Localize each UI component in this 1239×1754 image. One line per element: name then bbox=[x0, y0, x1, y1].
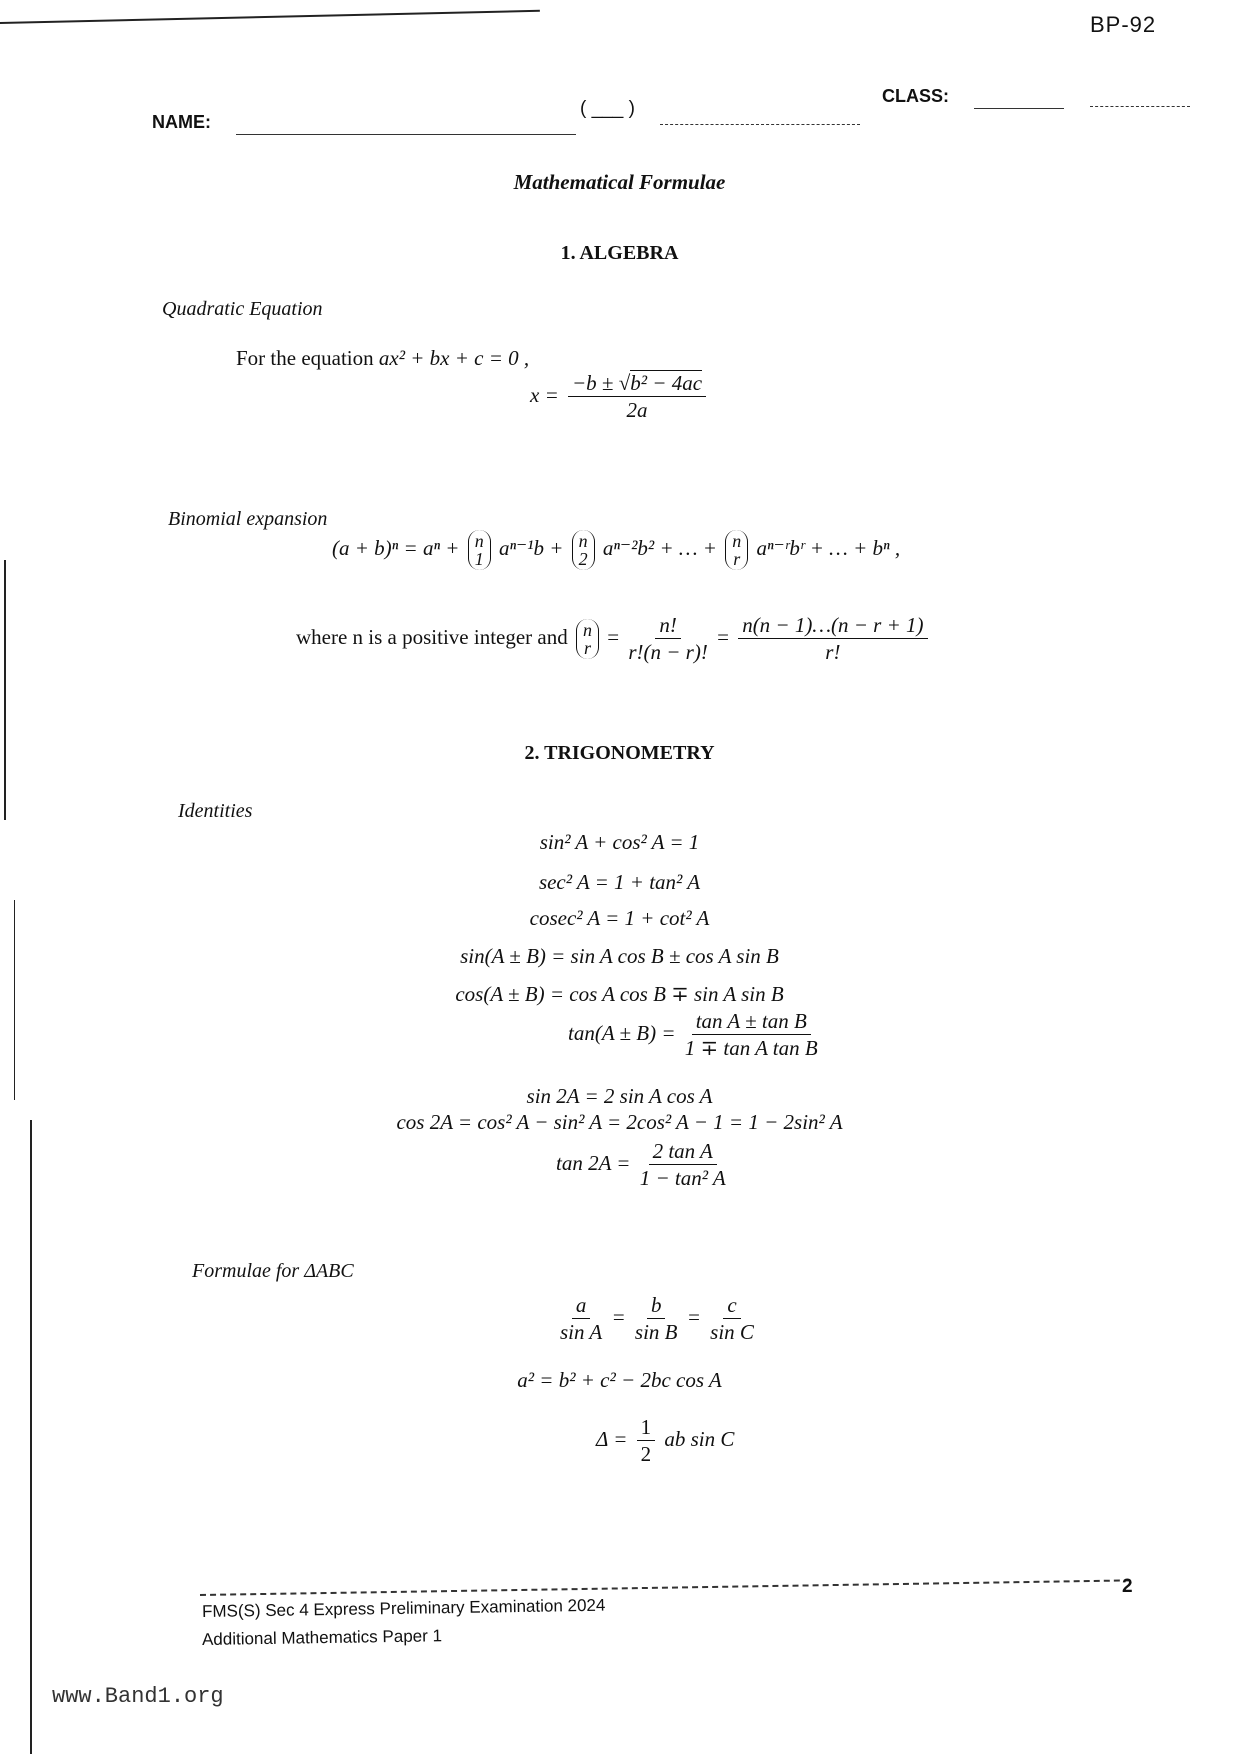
equals-sign: = bbox=[607, 624, 620, 649]
top-scan-line bbox=[0, 10, 540, 24]
binom-n-1 bbox=[468, 530, 491, 570]
footer-paper-title: Additional Mathematics Paper 1 bbox=[201, 1626, 443, 1649]
quadratic-title: Quadratic Equation bbox=[162, 298, 323, 320]
binomial-term-1: aⁿ⁻¹b + bbox=[498, 535, 564, 560]
quadratic-radicand: b² − 4ac bbox=[630, 371, 703, 395]
triangle-title: Formulae for ΔABC bbox=[192, 1260, 354, 1282]
trigonometry-heading: 2. TRIGONOMETRY bbox=[524, 742, 715, 764]
sine-rule-c bbox=[710, 1294, 754, 1344]
sine-rule-a bbox=[560, 1294, 602, 1344]
identity-1: sin² A + cos² A = 1 bbox=[539, 830, 700, 854]
watermark: www.Band1.org bbox=[52, 1684, 224, 1709]
where-text: where n is a positive integer and bbox=[296, 624, 568, 649]
quadratic-intro-text: For the equation bbox=[236, 346, 374, 370]
identity-5: cos(A ± B) = cos A cos B ∓ sin A sin B bbox=[455, 982, 784, 1006]
left-scan-edge-lower bbox=[30, 1120, 32, 1754]
class-label: CLASS: bbox=[882, 86, 949, 106]
sine-rule-a-num: a bbox=[572, 1294, 591, 1319]
page-number: 2 bbox=[1122, 1576, 1133, 1597]
quadratic-denominator: 2a bbox=[626, 398, 648, 423]
left-scan-edge bbox=[4, 560, 6, 820]
equals-sign: = bbox=[686, 1304, 701, 1329]
binom-n-r bbox=[725, 530, 748, 570]
name-label: NAME: bbox=[152, 112, 211, 132]
product-numerator: n(n − 1)…(n − r + 1) bbox=[738, 614, 927, 639]
tan2a-numerator: 2 tan A bbox=[649, 1140, 717, 1165]
sin-double-angle: sin 2A = 2 sin A cos A bbox=[526, 1084, 713, 1108]
binom-n-r-definition bbox=[576, 619, 599, 659]
binomial-term-2: aⁿ⁻²b² + … + bbox=[602, 535, 717, 560]
sine-rule-b-den: sin B bbox=[634, 1320, 678, 1345]
area-half bbox=[637, 1416, 656, 1466]
binom-bottom: r bbox=[583, 638, 591, 659]
binom-top: n bbox=[578, 531, 588, 551]
sine-rule bbox=[556, 1294, 758, 1344]
quadratic-fraction bbox=[568, 372, 706, 422]
class-line bbox=[974, 108, 1064, 109]
area-half-den: 2 bbox=[640, 1442, 652, 1467]
tan-sum-numerator: tan A ± tan B bbox=[692, 1010, 811, 1035]
binomial-lhs: (a + b)ⁿ = aⁿ + bbox=[332, 535, 460, 560]
factorial-denominator: r!(n − r)! bbox=[628, 640, 708, 665]
tan-sum-formula bbox=[568, 1010, 822, 1060]
binom-bottom: 2 bbox=[578, 549, 588, 569]
document-code: BP-92 bbox=[1090, 12, 1157, 37]
quadratic-numerator bbox=[568, 372, 706, 397]
binom-top: n bbox=[732, 531, 742, 551]
tan-sum-fraction bbox=[685, 1010, 818, 1060]
page-title: Mathematical Formulae bbox=[513, 170, 726, 194]
footer-exam-title: FMS(S) Sec 4 Express Preliminary Examination 2024 bbox=[201, 1595, 606, 1621]
sine-rule-c-den: sin C bbox=[710, 1320, 754, 1345]
factorial-numerator: n! bbox=[655, 614, 681, 639]
quadratic-intro bbox=[236, 346, 529, 371]
equals-sign: = bbox=[717, 624, 729, 649]
identity-3: cosec² A = 1 + cot² A bbox=[529, 906, 710, 930]
product-denominator: r! bbox=[825, 640, 841, 665]
quadratic-equation: ax² + bx + c = 0 , bbox=[378, 346, 530, 370]
factorial-fraction bbox=[628, 614, 708, 664]
quadratic-numerator-pre: −b ± bbox=[572, 371, 614, 395]
tan-double-angle bbox=[556, 1140, 730, 1190]
binomial-term-3: aⁿ⁻ʳbʳ + … + bⁿ , bbox=[756, 535, 901, 560]
footer-line bbox=[200, 1579, 1130, 1596]
binom-n-2 bbox=[572, 530, 595, 570]
algebra-heading: 1. ALGEBRA bbox=[560, 242, 679, 264]
index-field: ( ___ ) bbox=[580, 98, 635, 119]
tan2a-fraction bbox=[640, 1140, 726, 1190]
tan2a-lhs: tan 2A = bbox=[556, 1150, 631, 1175]
cos-double-angle: cos 2A = cos² A − sin² A = 2cos² A − 1 = 1 − 2sin² A bbox=[396, 1110, 843, 1134]
cosine-rule: a² = b² + c² − 2bc cos A bbox=[517, 1368, 722, 1392]
name-line bbox=[236, 134, 576, 135]
binomial-title: Binomial expansion bbox=[168, 508, 328, 530]
quadratic-formula bbox=[530, 372, 710, 422]
identity-2: sec² A = 1 + tan² A bbox=[538, 870, 701, 894]
header-dashes bbox=[660, 124, 860, 125]
tan-sum-denominator: 1 ∓ tan A tan B bbox=[684, 1036, 818, 1061]
binom-bottom: 1 bbox=[474, 549, 484, 569]
sine-rule-b-num: b bbox=[647, 1294, 666, 1319]
quadratic-lhs: x = bbox=[530, 382, 559, 407]
sine-rule-b bbox=[635, 1294, 678, 1344]
area-half-num: 1 bbox=[637, 1416, 656, 1441]
sine-rule-a-den: sin A bbox=[560, 1320, 603, 1345]
binom-top: n bbox=[583, 620, 592, 641]
binomial-coefficient-definition bbox=[296, 614, 932, 664]
header-dashes-right bbox=[1090, 106, 1190, 107]
tan2a-denominator: 1 − tan² A bbox=[639, 1166, 726, 1191]
binomial-expansion bbox=[332, 530, 900, 570]
identities-title: Identities bbox=[178, 800, 253, 822]
sqrt-sign: √ bbox=[618, 371, 631, 395]
binom-top: n bbox=[474, 531, 484, 551]
binom-bottom: r bbox=[733, 549, 741, 569]
sine-rule-c-num: c bbox=[723, 1294, 740, 1319]
identity-4: sin(A ± B) = sin A cos B ± cos A sin B bbox=[460, 944, 779, 968]
tan-sum-lhs: tan(A ± B) = bbox=[568, 1020, 676, 1045]
equals-sign: = bbox=[611, 1304, 626, 1329]
area-rhs: ab sin C bbox=[664, 1426, 735, 1451]
triangle-area bbox=[596, 1416, 734, 1466]
area-lhs: Δ = bbox=[596, 1426, 628, 1451]
product-fraction bbox=[738, 614, 927, 664]
